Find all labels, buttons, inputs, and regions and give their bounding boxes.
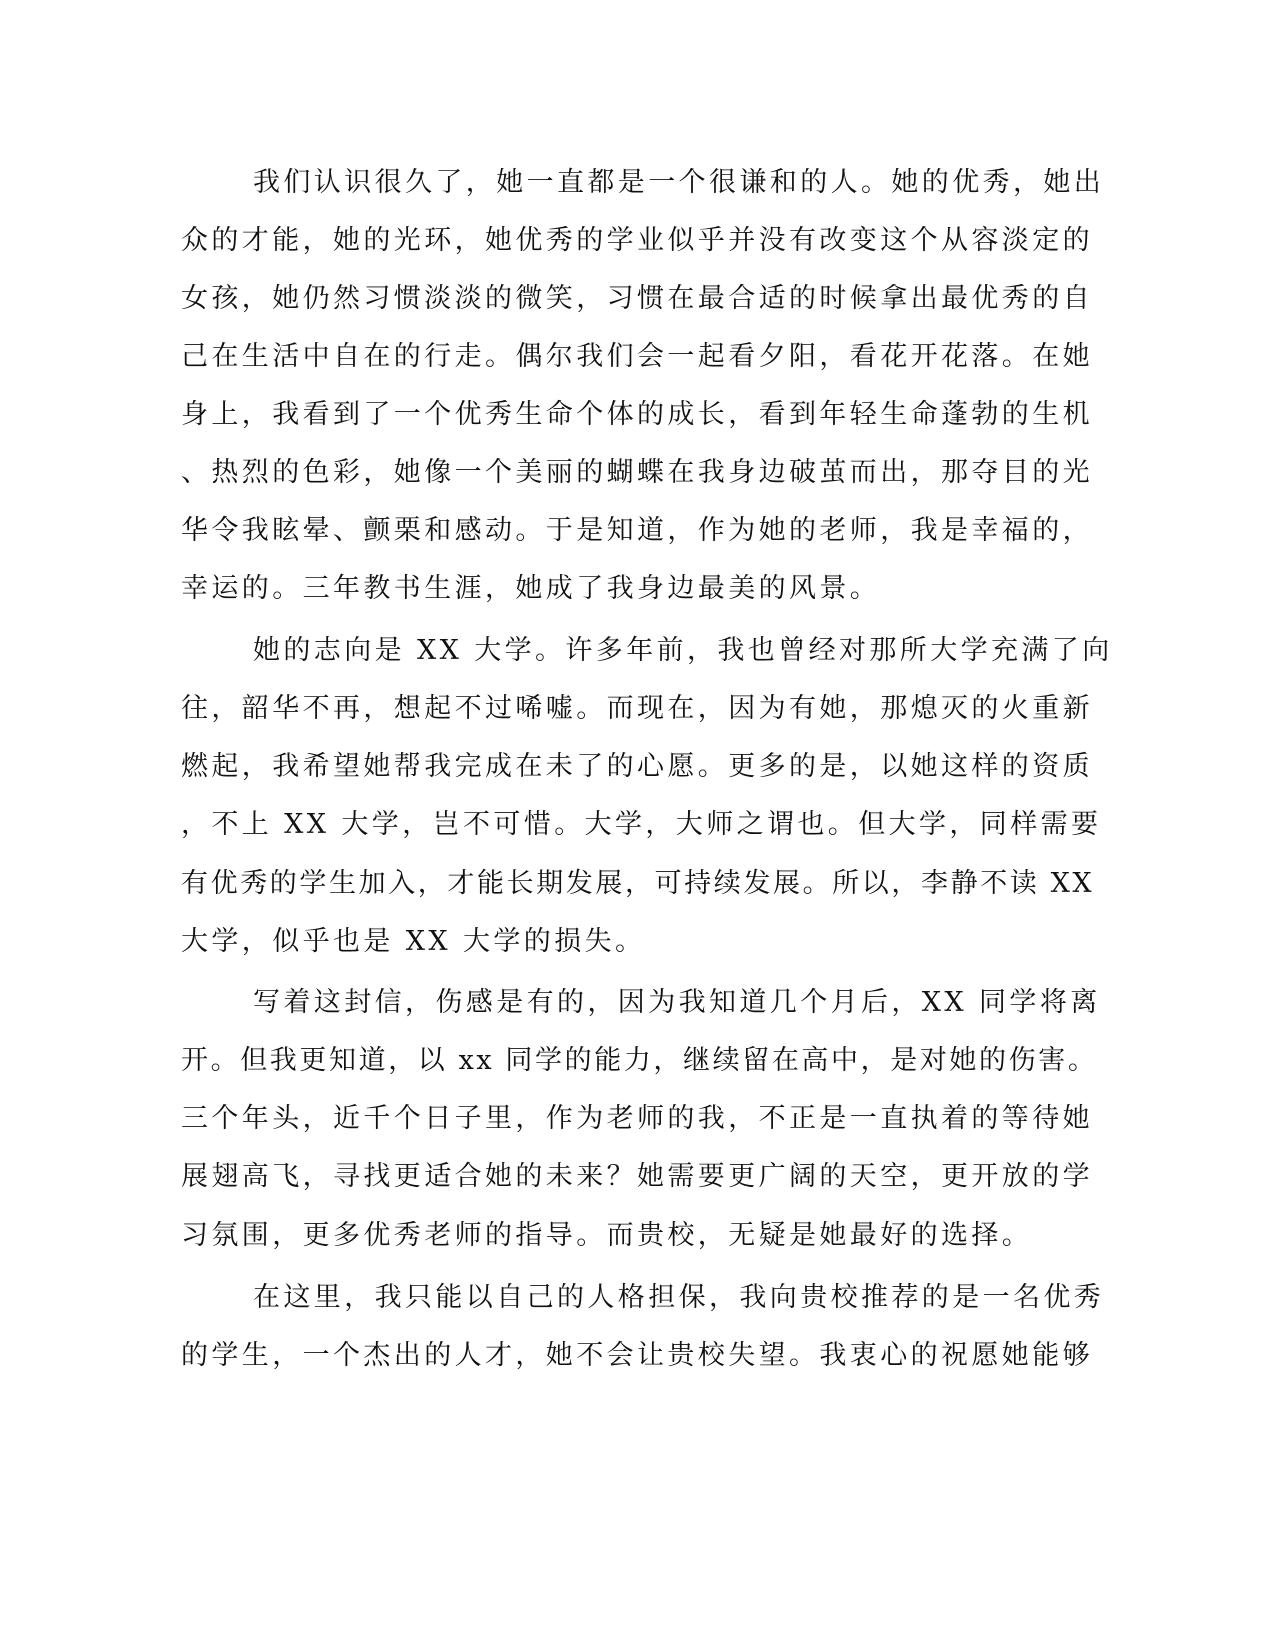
text-line: 在这里，我只能以自己的人格担保，我向贵校推荐的是一名优秀 xyxy=(253,1282,1105,1313)
text-line: 往，韶华不再，想起不过唏嘘。而现在，因为有她，那熄灭的火重新 xyxy=(181,693,1093,724)
text-line: 身上，我看到了一个优秀生命个体的成长，看到年轻生命蓬勃的生机 xyxy=(181,399,1093,430)
text-line: 我们认识很久了，她一直都是一个很谦和的人。她的优秀，她出 xyxy=(253,167,1105,198)
text-line: 众的才能，她的光环，她优秀的学业似乎并没有改变这个从容淡定的 xyxy=(181,225,1093,256)
text-line: 、热烈的色彩，她像一个美丽的蝴蝶在我身边破茧而出，那夺目的光 xyxy=(181,457,1093,488)
text-line: ，不上 XX 大学，岂不可惜。大学，大师之谓也。但大学，同样需要 xyxy=(181,809,1102,840)
text-line: 己在生活中自在的行走。偶尔我们会一起看夕阳，看花开花落。在她 xyxy=(181,341,1093,372)
text-line: 开。但我更知道，以 xx 同学的能力，继续留在高中，是对她的伤害。 xyxy=(181,1045,1098,1076)
text-line: 幸运的。三年教书生涯，她成了我身边最美的风景。 xyxy=(181,573,881,604)
text-line: 展翅高飞，寻找更适合她的未来？她需要更广阔的天空，更开放的学 xyxy=(181,1161,1093,1192)
text-line: 写着这封信，伤感是有的，因为我知道几个月后，XX 同学将离 xyxy=(253,987,1101,1018)
text-line: 华令我眩晕、颤栗和感动。于是知道，作为她的老师，我是幸福的， xyxy=(181,515,1093,546)
text-line: 大学，似乎也是 XX 大学的损失。 xyxy=(181,926,646,957)
text-line: 习氛围，更多优秀老师的指导。而贵校，无疑是她最好的选择。 xyxy=(181,1220,1033,1251)
text-line: 的学生，一个杰出的人才，她不会让贵校失望。我衷心的祝愿她能够 xyxy=(181,1340,1093,1371)
text-line: 她的志向是 XX 大学。许多年前，我也曾经对那所大学充满了向 xyxy=(253,635,1113,666)
text-line: 有优秀的学生加入，才能长期发展，可持续发展。所以，李静不读 XX xyxy=(181,868,1095,899)
text-line: 燃起，我希望她帮我完成在未了的心愿。更多的是，以她这样的资质 xyxy=(181,751,1093,782)
text-line: 女孩，她仍然习惯淡淡的微笑，习惯在最合适的时候拿出最优秀的自 xyxy=(181,283,1093,314)
text-line: 三个年头，近千个日子里，作为老师的我，不正是一直执着的等待她 xyxy=(181,1103,1093,1134)
